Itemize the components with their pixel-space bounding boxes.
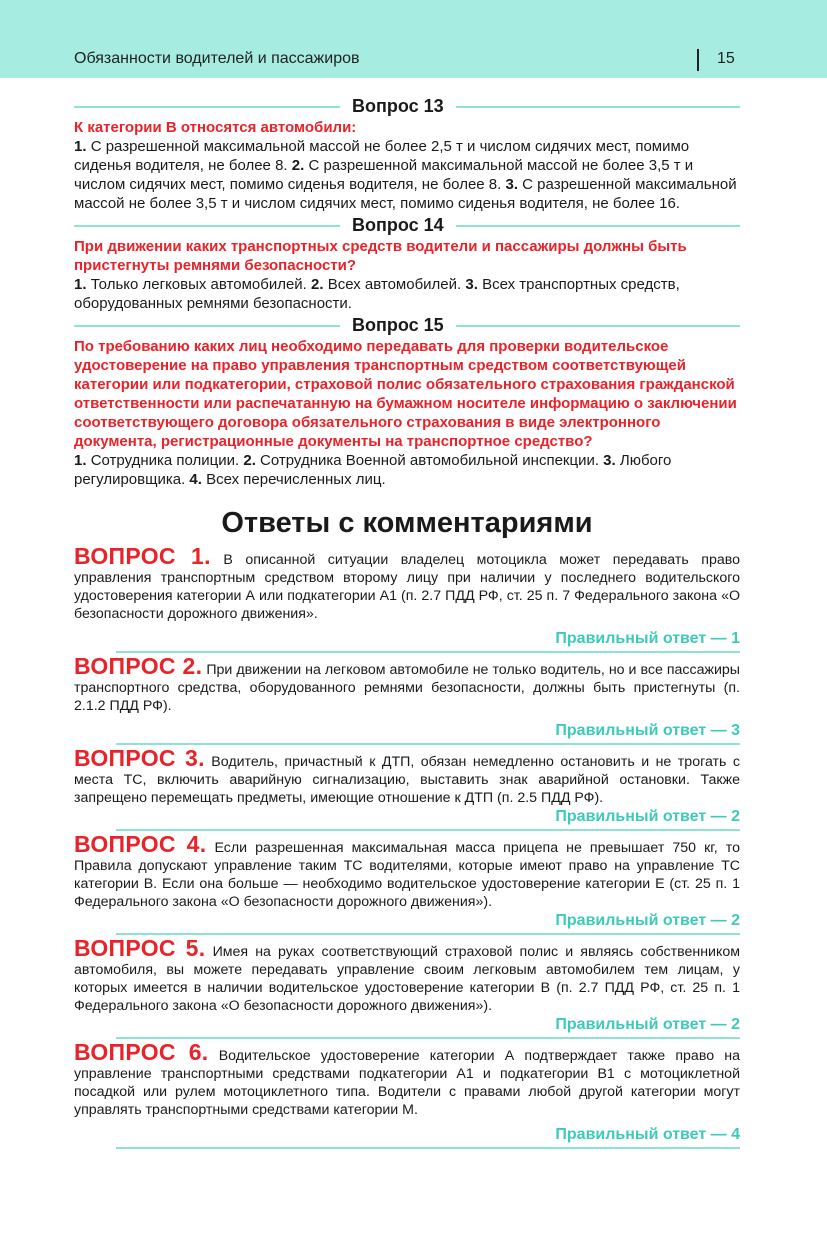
comment-text: Имея на руках соответствующий страховой полис и являясь собственником автомобиля, вы можете передавать управление своим легковым автомобилем тем лицам, у которых имеется в наличии водительское удостоверение категории В (п. 2.7 ПДД РФ, ст. 25 п. 1 Федерального закона «О безопасности дорожного движения»). <box>74 944 740 1014</box>
question-title: Вопрос 13 <box>340 94 456 118</box>
answer-text: С разрешенной максимальной массой не более 3,5 т и числом сидячих мест, помимо сиденья водителя, не более 16. <box>74 176 737 212</box>
answer-comment <box>74 745 740 831</box>
question-block <box>74 313 740 489</box>
correct-answer: Правильный ответ — 3 <box>555 722 740 739</box>
question-heading <box>74 213 740 237</box>
comment-body <box>74 543 740 623</box>
question-heading <box>74 313 740 337</box>
comment-body <box>74 1039 740 1119</box>
comment-text: Водительское удостоверение категории А подтверждает также право на управление транспортными средствами подкатегории А1 и подкатегории В1 с мотоциклетной посадкой или рулем мотоциклетного типа. Водители с правами любой другой категории могут управлять транспортными средствами категории М. <box>74 1048 740 1118</box>
answer-number: 1. <box>74 276 87 293</box>
question-block <box>74 94 740 213</box>
answer-number: 3. <box>603 452 616 469</box>
question-title: Вопрос 15 <box>340 313 456 337</box>
answer-options <box>74 275 740 313</box>
comment-text: Водитель, причастный к ДТП, обязан немедленно остановить и не трогать с места ТС, включить аварийную сигнализацию, выставить знак аварийной остановки. Также запрещено перемещать предметы, имеющие отношение к ДТП (п. 2.5 ПДД РФ). <box>74 754 740 806</box>
comment-label: ВОПРОС 2. <box>74 653 203 679</box>
comment-body <box>74 935 740 1015</box>
comment-label: ВОПРОС 5. <box>74 935 206 961</box>
divider <box>116 829 740 831</box>
comment-body <box>74 745 740 807</box>
section-title: Ответы с комментариями <box>221 507 593 539</box>
answer-comment <box>74 935 740 1039</box>
comment-label: ВОПРОС 6. <box>74 1039 209 1065</box>
comment-text: В описанной ситуации владелец мотоцикла может передавать право управления транспортным средством второму лицу при наличии у последнего водительского удостоверения категории А или подкатегории А1 (п. 2.7 ПДД РФ, ст. 25 п. 7 Федерального закона «О безопасности дорожного движения». <box>74 552 740 622</box>
answer-text: Только легковых автомобилей. <box>90 276 307 293</box>
answer-number: 2. <box>243 452 256 469</box>
answer-text: Сотрудника Военной автомобильной инспекции. <box>260 452 599 469</box>
answer-text: Любого регулировщика. <box>74 452 672 488</box>
answer-comment <box>74 653 740 745</box>
answer-text: Сотрудника полиции. <box>90 452 240 469</box>
divider <box>116 933 740 935</box>
answer-text: Всех перечисленных лиц. <box>206 471 386 488</box>
answer-number: 4. <box>189 471 202 488</box>
answer-number: 1. <box>74 138 87 155</box>
answer-number: 3. <box>465 276 478 293</box>
answer-options <box>74 137 740 213</box>
comment-body <box>74 831 740 911</box>
comment-label: ВОПРОС 4. <box>74 831 207 857</box>
comment-text: При движении на легковом автомобиле не только водитель, но и все пассажиры транспортного средства, оборудованного ремнями безопасности, должны быть пристегнуты (п. 2.1.2 ПДД РФ). <box>74 662 740 714</box>
answer-number: 2. <box>291 157 305 174</box>
comment-label: ВОПРОС 3. <box>74 745 205 771</box>
answer-comment <box>74 831 740 935</box>
correct-answer: Правильный ответ — 4 <box>555 1126 740 1143</box>
question-heading <box>74 94 740 118</box>
question-text: При движении каких транспортных средств водители и пассажиры должны быть пристегнуты ремнями безопасности? <box>74 238 687 274</box>
correct-answer: Правильный ответ — 2 <box>555 808 740 825</box>
answer-comment <box>74 1039 740 1149</box>
question-text: По требованию каких лиц необходимо передавать для проверки водительское удостоверение на право управления транспортным средством соответствующей категории или подкатегории, страховой полис обязательного страхования гражданской ответственности или распечатанную на бумажном носителе информацию о заключении соответствующего договора обязательного страхования в виде электронного документа, регистрационные документы на транспортное средство? <box>74 338 737 450</box>
question-text: К категории В относятся автомобили: <box>74 119 357 136</box>
header-separator <box>697 49 699 71</box>
correct-answer: Правильный ответ — 1 <box>555 630 740 647</box>
question-title: Вопрос 14 <box>340 213 456 237</box>
comment-label: ВОПРОС 1. <box>74 543 211 569</box>
answer-text: Всех транспортных средств, оборудованных ремнями безопасности. <box>74 276 680 312</box>
answer-text: С разрешенной максимальной массой не более 3,5 т и числом сидячих мест, помимо сиденья водителя, не более 8. <box>74 157 694 193</box>
correct-answer: Правильный ответ — 2 <box>555 1016 740 1033</box>
divider <box>116 1147 740 1149</box>
comment-text: Если разрешенная максимальная масса прицепа не превышает 750 кг, то Правила допускают управление таким ТС водителями, которые имеют право на управление ТС категории В. Если она больше — необходимо водительское удостоверение категории Е (ст. 25 п. 1 Федерального закона «О безопасности дорожного движения»). <box>74 840 740 910</box>
question-block <box>74 213 740 313</box>
page-header <box>0 0 827 78</box>
answer-comment <box>74 543 740 653</box>
answer-number: 1. <box>74 452 87 469</box>
divider <box>116 651 740 653</box>
header-title: Обязанности водителей и пассажиров <box>74 50 360 67</box>
page-content <box>74 94 740 1153</box>
divider <box>116 743 740 745</box>
divider <box>116 1037 740 1039</box>
comment-body <box>74 653 740 715</box>
answer-text: Всех автомобилей. <box>327 276 462 293</box>
answer-text: С разрешенной максимальной массой не более 2,5 т и числом сидячих мест, помимо сиденья водителя, не более 8. <box>74 138 690 174</box>
page-number: 15 <box>717 50 735 67</box>
answer-options <box>74 451 740 489</box>
answer-number: 3. <box>505 176 518 193</box>
correct-answer: Правильный ответ — 2 <box>555 912 740 929</box>
answer-number: 2. <box>311 276 324 293</box>
